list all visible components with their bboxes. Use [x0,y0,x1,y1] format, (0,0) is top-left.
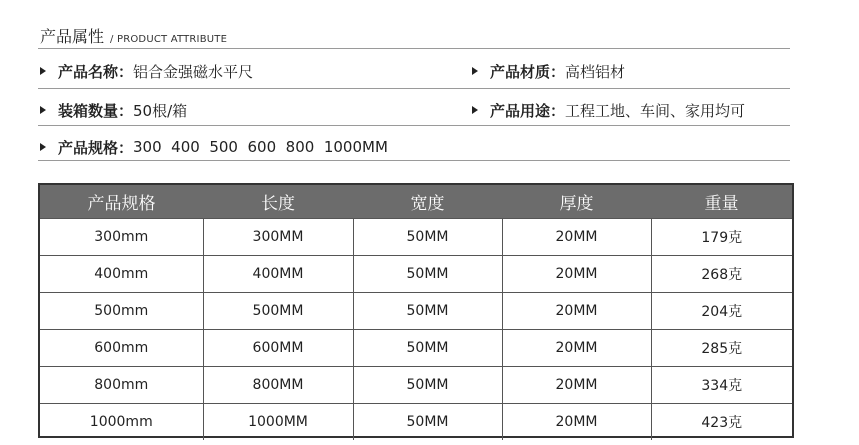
attribute-material [472,56,625,86]
triangle-bullet-icon [40,143,46,151]
attribute-row [38,95,790,125]
attribute-key: 产品名称： [58,62,134,81]
table-cell: 179克 [651,219,792,256]
triangle-bullet-icon [472,106,478,114]
table-row [40,404,792,441]
table-cell: 50MM [353,219,502,256]
divider [38,48,790,49]
table-cell: 500MM [203,293,353,330]
triangle-bullet-icon [40,67,46,75]
table-cell: 20MM [502,256,651,293]
table-cell: 300MM [203,219,353,256]
attribute-row [38,132,790,162]
table-cell: 50MM [353,330,502,367]
attribute-row [38,56,790,86]
table-cell: 20MM [502,367,651,404]
table-cell: 400mm [40,256,203,293]
table-cell: 50MM [353,367,502,404]
attribute-value: 高档铝材 [565,62,626,81]
column-header-thickness: 厚度 [502,185,651,219]
table-cell: 423克 [651,404,792,441]
table-row [40,256,792,293]
table-cell: 20MM [502,404,651,441]
triangle-bullet-icon [472,67,478,75]
attribute-key: 产品材质： [490,62,566,81]
table-cell: 204克 [651,293,792,330]
table-cell: 268克 [651,256,792,293]
table-cell: 1000MM [203,404,353,441]
table-cell: 600mm [40,330,203,367]
section-title-en: / PRODUCT ATTRIBUTE [110,34,228,45]
table-row [40,293,792,330]
attribute-usage [472,95,745,125]
table-cell: 50MM [353,404,502,441]
table-cell: 300mm [40,219,203,256]
table-cell: 20MM [502,293,651,330]
spec-table [38,183,794,438]
divider [38,88,790,89]
attribute-value: 300 400 500 600 800 1000MM [133,138,388,156]
divider [38,160,790,161]
section-title-cn: 产品属性 [40,27,105,46]
table-cell: 400MM [203,256,353,293]
section-title [40,24,227,48]
attribute-key: 产品用途： [490,101,566,120]
attribute-value: 铝合金强磁水平尺 [133,62,254,81]
attribute-value: 50根/箱 [133,101,188,120]
table-row [40,330,792,367]
table-cell: 334克 [651,367,792,404]
table-cell: 800mm [40,367,203,404]
table-header-row [40,185,792,219]
table-row [40,367,792,404]
table-cell: 50MM [353,256,502,293]
table-cell: 50MM [353,293,502,330]
table-cell: 600MM [203,330,353,367]
table-row [40,219,792,256]
table-cell: 20MM [502,330,651,367]
table-cell: 285克 [651,330,792,367]
triangle-bullet-icon [40,106,46,114]
attribute-product-name [40,56,253,86]
attribute-packing [40,95,187,125]
table-cell: 1000mm [40,404,203,441]
table-cell: 20MM [502,219,651,256]
table-cell: 500mm [40,293,203,330]
column-header-width: 宽度 [353,185,502,219]
attribute-key: 装箱数量： [58,101,134,120]
attribute-value: 工程工地、车间、家用均可 [565,101,746,120]
attribute-spec [40,132,388,162]
attribute-key: 产品规格： [58,138,134,157]
column-header-spec: 产品规格 [40,185,203,219]
table-cell: 800MM [203,367,353,404]
column-header-length: 长度 [203,185,353,219]
column-header-weight: 重量 [651,185,792,219]
divider [38,125,790,126]
